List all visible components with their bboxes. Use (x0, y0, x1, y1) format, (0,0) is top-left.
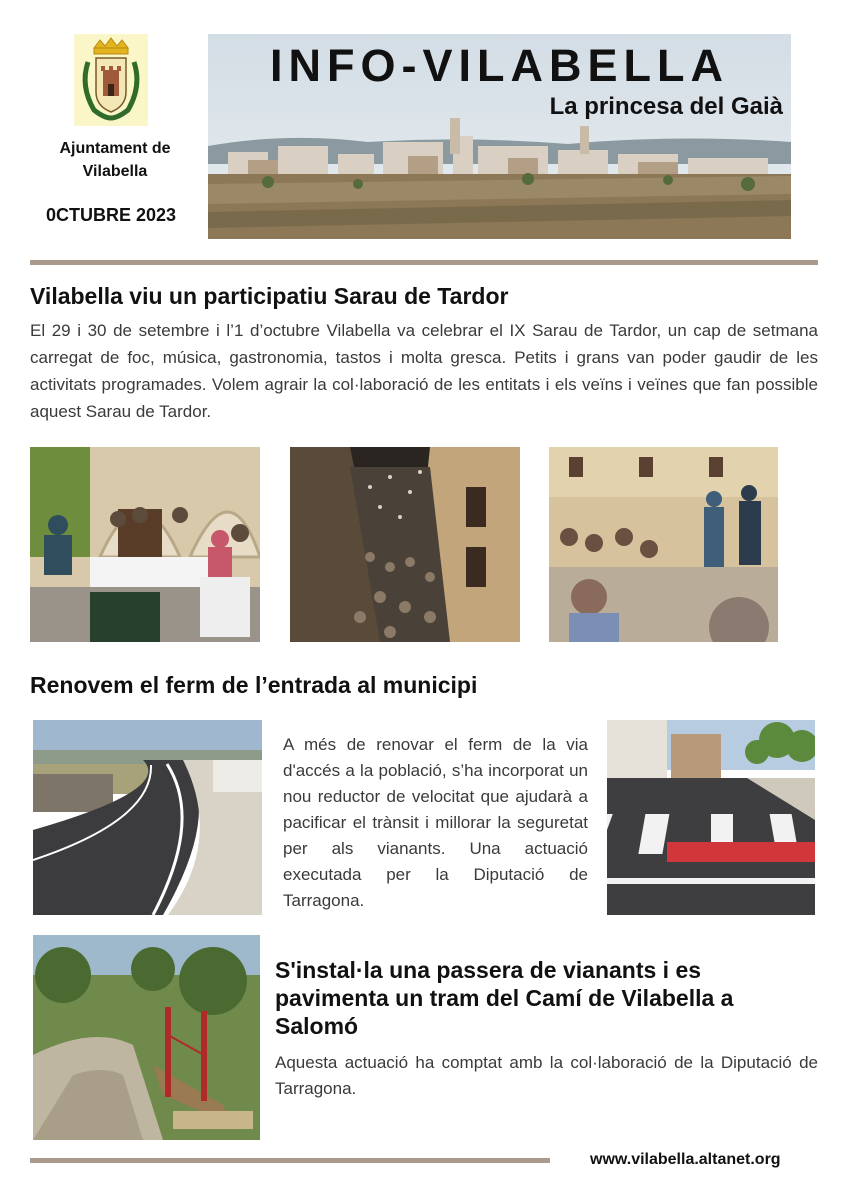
sarau-heading: Vilabella viu un participatiu Sarau de Tardor (30, 283, 509, 309)
issue-date: 0CTUBRE 2023 (45, 205, 177, 225)
crosswalk-photo (607, 720, 815, 915)
divider-top (30, 260, 818, 265)
council-name-line1: Ajuntament de (59, 140, 171, 157)
sarau-photo-dinner (30, 447, 260, 642)
road-curve-photo (33, 720, 262, 915)
council-name-line2: Vilabella (82, 163, 148, 180)
newsletter-title: INFO-VILABELLA (270, 40, 729, 91)
website-link[interactable]: www.vilabella.altanet.org (590, 1151, 781, 1168)
footbridge-photo (33, 935, 260, 1140)
passera-body: Aquesta actuació ha comptat amb la col·laboració de la Diputació de Tarragona. (275, 1053, 818, 1098)
council-name (30, 137, 200, 183)
newsletter-subtitle: La princesa del Gaià (549, 93, 783, 120)
municipal-crest-logo (74, 34, 148, 126)
passera-heading: S'instal·la una passera de vianants i es pavimenta un tram del Camí de Vilabella a Salomó (275, 957, 734, 1039)
ferm-body: A més de renovar el ferm de la via d'accés a la població, s’ha incorporat un nou reductor de velocitat que ajudarà a pacificar el trànsit i millorar la seguretat per als vianants. Una actuació executada per la Diputació de Tarragona. (283, 735, 588, 910)
sarau-photo-music (549, 447, 778, 642)
divider-bottom (30, 1158, 550, 1163)
ferm-heading: Renovem el ferm de l’entrada al municipi (30, 672, 478, 698)
sarau-photo-street-night (290, 447, 520, 642)
sarau-body: El 29 i 30 de setembre i l’1 d’octubre Vilabella va celebrar el IX Sarau de Tardor, un cap de setmana carregat de foc, música, gastronomia, tastos i molta gresca. Petits i grans van poder gaudir de les activitats programades. Volem agrair la col·laboració de les entitats i els veïns i veïnes que fan possible aquest Sarau de Tardor. (30, 321, 818, 421)
